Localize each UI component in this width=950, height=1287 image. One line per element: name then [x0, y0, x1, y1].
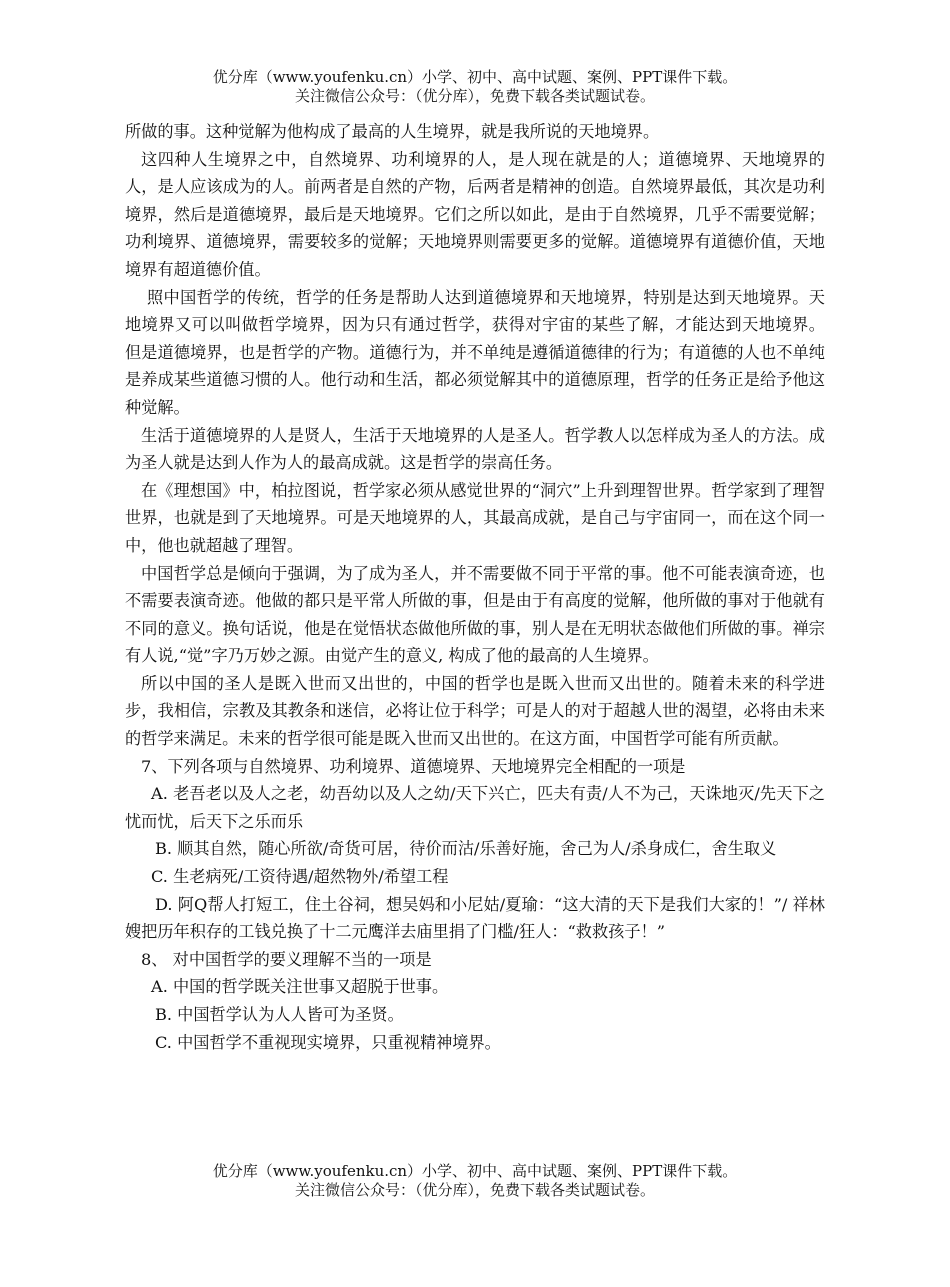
question-7-option-a: A. 老吾老以及人之老，幼吾幼以及人之幼/天下兴亡，匹夫有责/人不为己，天诛地灭/先天下之忧而忧，后天下之乐而乐 — [125, 784, 825, 831]
header-line-1: 优分库（www.youfenku.cn）小学、初中、高中试题、案例、PPT课件下载。 — [212, 68, 738, 86]
header-line-2: 关注微信公众号：（优分库），免费下载各类试题试卷。 — [294, 87, 655, 105]
paragraph: 所以中国的圣人是既入世而又出世的，中国的哲学也是既入世而又出世的。随着未来的科学进步，我相信，宗教及其教条和迷信，必将让位于科学；可是人的对于超越人世的渴望，必将由未来的哲学来满足。未来的哲学很可能是既入世而又出世的。在这方面，中国哲学可能有所贡献。 — [125, 673, 825, 749]
document-body — [125, 118, 825, 1056]
paragraph: 这四种人生境界之中，自然境界、功利境界的人，是人现在就是的人；道德境界、天地境界的人，是人应该成为的人。前两者是自然的产物，后两者是精神的创造。自然境界最低，其次是功利境界，然后是道德境界，最后是天地境界。它们之所以如此，是由于自然境界，几乎不需要觉解；功利境界、道德境界，需要较多的觉解；天地境界则需要更多的觉解。道德境界有道德价值，天地境界有超道德价值。 — [125, 149, 825, 279]
question-7-option-b: B. 顺其自然，随心所欲/奇货可居，待价而沽/乐善好施，舍己为人/杀身成仁，舍生取义 — [155, 839, 777, 859]
paragraph: 中国哲学总是倾向于强调，为了成为圣人，并不需要做不同于平常的事。他不可能表演奇迹，也不需要表演奇迹。他做的都只是平常人所做的事，但是由于有高度的觉解，他所做的事对于他就有不同的意义。换句话说，他是在觉悟状态做他所做的事，别人是在无明状态做他们所做的事。禅宗有人说,“觉”字乃万妙之源。由觉产生的意义, 构成了他的最高的人生境界。 — [125, 563, 825, 666]
question-7-option-c: C. 生老病死/工资待遇/超然物外/希望工程 — [151, 867, 449, 887]
question-8-option-b: B. 中国哲学认为人人皆可为圣贤。 — [155, 1005, 404, 1024]
paragraph: 照中国哲学的传统，哲学的任务是帮助人达到道德境界和天地境界，特别是达到天地境界。天地境界又可以叫做哲学境界，因为只有通过哲学，获得对宇宙的某些了解，才能达到天地境界。 但是道德境界，也是哲学的产物。道德行为，并不单纯是遵循道德律的行为；有道德的人也不单纯是养成某些道德习惯的人。他行动和生活，都必须觉解其中的道德原理，哲学的任务正是给予他这种觉解。 — [125, 287, 825, 417]
paragraph: 在《理想国》中，柏拉图说，哲学家必须从感觉世界的“洞穴”上升到理智世界。哲学家到了理智世界，也就是到了天地境界。可是天地境界的人，其最高成就，是自己与宇宙同一，而在这个同一中，他也就超越了理智。 — [125, 480, 825, 555]
footer-line-1: 优分库（www.youfenku.cn）小学、初中、高中试题、案例、PPT课件下载。 — [212, 1162, 738, 1180]
question-8-stem: 8、 对中国哲学的要义理解不当的一项是 — [141, 949, 432, 969]
paragraph: 生活于道德境界的人是贤人，生活于天地境界的人是圣人。哲学教人以怎样成为圣人的方法。成为圣人就是达到人作为人的最高成就。这是哲学的崇高任务。 — [125, 425, 825, 473]
question-8-option-c: C. 中国哲学不重视现实境界，只重视精神境界。 — [155, 1032, 501, 1052]
paragraph: 所做的事。这种觉解为他构成了最高的人生境界，就是我所说的天地境界。 — [125, 122, 660, 141]
question-8-option-a: A. 中国的哲学既关注世事又超脱于世事。 — [151, 977, 449, 997]
footer-line-2: 关注微信公众号：（优分库），免费下载各类试题试卷。 — [294, 1181, 655, 1199]
question-7-option-d: D. 阿Q帮人打短工，住土谷祠，想吴妈和小尼姑/夏瑜：“这大清的天下是我们大家的！”/ 祥林嫂把历年积存的工钱兑换了十二元鹰洋去庙里捐了门槛/狂人：“救救孩子！” — [125, 894, 825, 942]
question-7-stem: 7、下列各项与自然境界、功利境界、道德境界、天地境界完全相配的一项是 — [141, 756, 686, 776]
page-header — [0, 68, 950, 106]
page-footer — [0, 1162, 950, 1200]
